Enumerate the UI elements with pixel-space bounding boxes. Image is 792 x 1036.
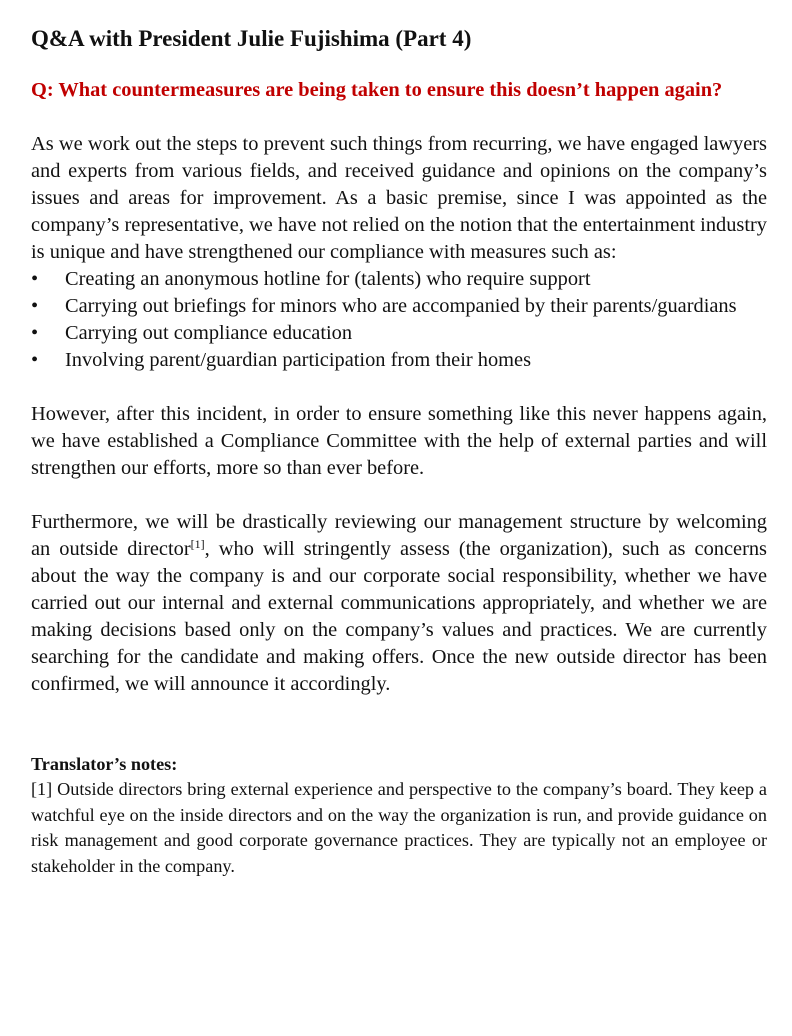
list-item — [31, 266, 767, 293]
measures-list — [31, 266, 767, 374]
paragraph-3-text-start: Furthermore, we will be drastically reviewing our management structure by welcoming an outside director — [31, 511, 767, 560]
list-item — [31, 293, 767, 320]
bullet-icon: • — [31, 295, 39, 317]
footnote-ref: [1] — [190, 537, 205, 551]
spacer — [31, 482, 767, 509]
translator-notes — [31, 752, 767, 879]
notes-title: Translator’s notes: — [31, 754, 178, 774]
paragraph-3 — [31, 509, 767, 698]
list-item-text: Involving parent/guardian participation from their homes — [65, 349, 532, 371]
paragraph-1: As we work out the steps to prevent such things from recurring, we have engaged lawyers and experts from various fields, and received guidance and opinions on the company’s issues and areas for improvement. As a basic premise, since I was appointed as the company’s representative, we have not relied on the notion that the entertainment industry is unique and have strengthened our compliance with measures such as: — [31, 133, 767, 263]
footnote-1: [1] Outside directors bring external experience and perspective to the company’s board. They keep a watchful eye on the inside directors and on the way the organization is run, and provide guidance on risk management and good corporate governance practices. They are typically not an employee or stakeholder in the company. — [31, 779, 767, 876]
bullet-icon: • — [31, 268, 39, 290]
list-item-text: Creating an anonymous hotline for (talents) who require support — [65, 268, 591, 290]
list-item — [31, 347, 767, 374]
question-heading: Q: What countermeasures are being taken to ensure this doesn’t happen again? — [31, 79, 723, 101]
spacer — [31, 374, 767, 401]
list-item-text: Carrying out briefings for minors who are accompanied by their parents/guardians — [65, 295, 737, 317]
page-title: Q&A with President Julie Fujishima (Part 4) — [31, 26, 472, 51]
document-page — [31, 22, 767, 879]
bullet-icon: • — [31, 322, 39, 344]
list-item — [31, 320, 767, 347]
paragraph-3-text-end: , who will stringently assess (the organization), such as concerns about the way the company is and our corporate social responsibility, whether we have carried out our internal and external communications appropriately, and whether we are making decisions based only on the company’s values and practices. We are currently searching for the candidate and making offers. Once the new outside director has been confirmed, we will announce it accordingly. — [31, 538, 767, 695]
bullet-icon: • — [31, 349, 39, 371]
spacer — [31, 104, 767, 131]
paragraph-2: However, after this incident, in order to ensure something like this never happens again, we have established a Compliance Committee with the help of external parties and will strengthen our efforts, more so than ever before. — [31, 403, 767, 479]
list-item-text: Carrying out compliance education — [65, 322, 353, 344]
